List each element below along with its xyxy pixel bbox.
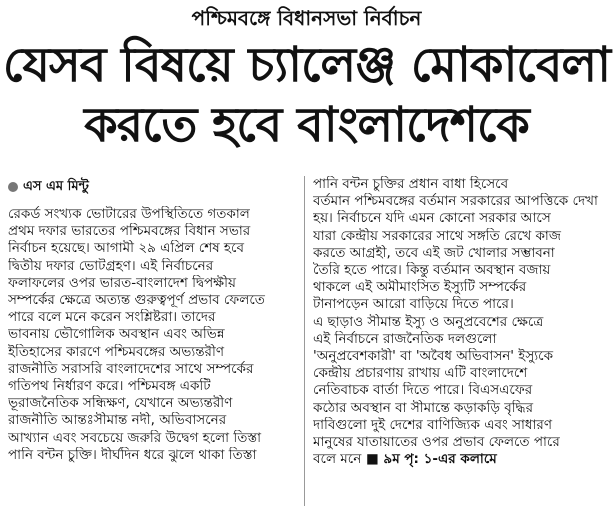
text-line: পারে বলে মনে করেন সংশ্লিষ্টরা। তাদের	[8, 309, 216, 326]
text-line: এই নির্বাচনে রাজনৈতিক দলগুলো	[313, 330, 497, 347]
continued-on-page: ■ ৯ম পৃ: ১-এর কলামে	[361, 451, 497, 468]
text-line: ভাবনায় ভৌগোলিক অবস্থান এবং অভিন্ন	[8, 326, 225, 343]
text-line: তৈরি হতে পারে। কিন্তু বর্তমান অবস্থান বজায়	[313, 262, 551, 279]
text-line: দ্বিতীয় দফার ভোটগ্রহণ। এই নির্বাচনের	[8, 257, 214, 274]
article-kicker: পশ্চিমবঙ্গে বিধানসভা নির্বাচন	[191, 6, 422, 30]
headline-line-2: করতে হবে বাংলাদেশকে	[84, 97, 529, 153]
text-line: 'অনুপ্রবেশকারী' বা 'অবৈধ অভিবাসন' ইস্যুকে	[313, 348, 554, 365]
text-line: হয়। নির্বাচনে যদি এমন কোনো সরকার আসে	[313, 210, 551, 227]
text-line: পানি বন্টন চুক্তি। দীর্ঘদিন ধরে ঝুলে থাকা তিস্তা	[8, 446, 257, 463]
text-line: নির্বাচন হয়েছে। আগামী ২৯ এপ্রিল শেষ হবে	[8, 240, 244, 257]
text-line: বলে মনে ■ ৯ম পৃ: ১-এর কলামে	[313, 451, 497, 468]
text-line: কেন্দ্রীয় প্রচারণায় রাখায় এটি বাংলাদেশে	[313, 365, 528, 382]
left-column	[8, 206, 296, 464]
byline-author: এস এম মিন্টু	[23, 179, 89, 194]
text-line: ভূরাজনৈতিক সন্ধিক্ষণ, যেখানে অভ্যন্তরীণ	[8, 395, 233, 412]
text-line: পানি বন্টন চুক্তির প্রধান বাধা হিসেবে	[313, 176, 509, 192]
text-line: রাজনীতি সরাসরি বাংলাদেশের সাথে সম্পর্কের	[8, 360, 254, 377]
text-line: আখ্যান এবং সবচেয়ে জরুরি উদ্বেগ হলো তিস্তা	[8, 429, 262, 446]
headline-line-1: যেসব বিষয়ে চ্যালেঞ্জ মোকাবেলা	[2, 37, 611, 93]
text-line: করতে আগ্রহী, তবে এই জট খোলার সম্ভাবনা	[313, 244, 555, 261]
byline	[8, 178, 89, 196]
text-line: কঠোর অবস্থান বা সীমান্তে কড়াকড়ি বৃদ্ধির	[313, 399, 533, 416]
text-line: সম্পর্কের ক্ষেত্রে অত্যন্ত গুরুত্বপূর্ণ প্রভাব ফেলতে	[8, 292, 265, 309]
text-line: এ ছাড়াও সীমান্ত ইস্যু ও অনুপ্রবেশের ক্ষেত্রে	[313, 313, 544, 330]
text-line: ফলাফলের ওপর ভারত-বাংলাদেশ দ্বিপক্ষীয়	[8, 274, 236, 291]
text-line: থাকলে এই অমীমাংসিত ইস্যুটি সম্পর্কের	[313, 279, 527, 296]
text-line: ইতিহাসের কারণে পশ্চিমবঙ্গের অভ্যন্তরীণ	[8, 343, 225, 360]
right-column	[313, 176, 608, 468]
text-line: গতিপথ নির্ধারণ করে। পশ্চিমবঙ্গ একটি	[8, 378, 211, 395]
column-divider	[304, 176, 305, 506]
text-line: রাজনীতি আন্তঃসীমান্ত নদী, অভিবাসনের	[8, 412, 227, 429]
text-line: টানাপড়েন আরো বাড়িয়ে দিতে পারে।	[313, 296, 514, 313]
text-line: রেকর্ড সংখ্যক ভোটারের উপস্থিতিতে গতকাল	[8, 206, 250, 222]
byline-bullet-icon	[8, 182, 18, 192]
text-line: বর্তমান পশ্চিমবঙ্গের বর্তমান সরকারের আপত্তিকে দেখা	[313, 193, 598, 210]
text-line: যারা কেন্দ্রীয় সরকারের সাথে সঙ্গতি রেখে কাজ	[313, 227, 561, 244]
text-line: নেতিবাচক বার্তা দিতে পারে। বিএসএফের	[313, 382, 533, 399]
text-line: মানুষের যাতায়াতের ওপর প্রভাব ফেলতে পারে	[313, 434, 560, 451]
text-line: দাবিগুলো দুই দেশের বাণিজ্যিক এবং সাধারণ	[313, 416, 552, 433]
text-line: প্রথম দফার ভারতের পশ্চিমবঙ্গের বিধান সভার	[8, 223, 251, 240]
